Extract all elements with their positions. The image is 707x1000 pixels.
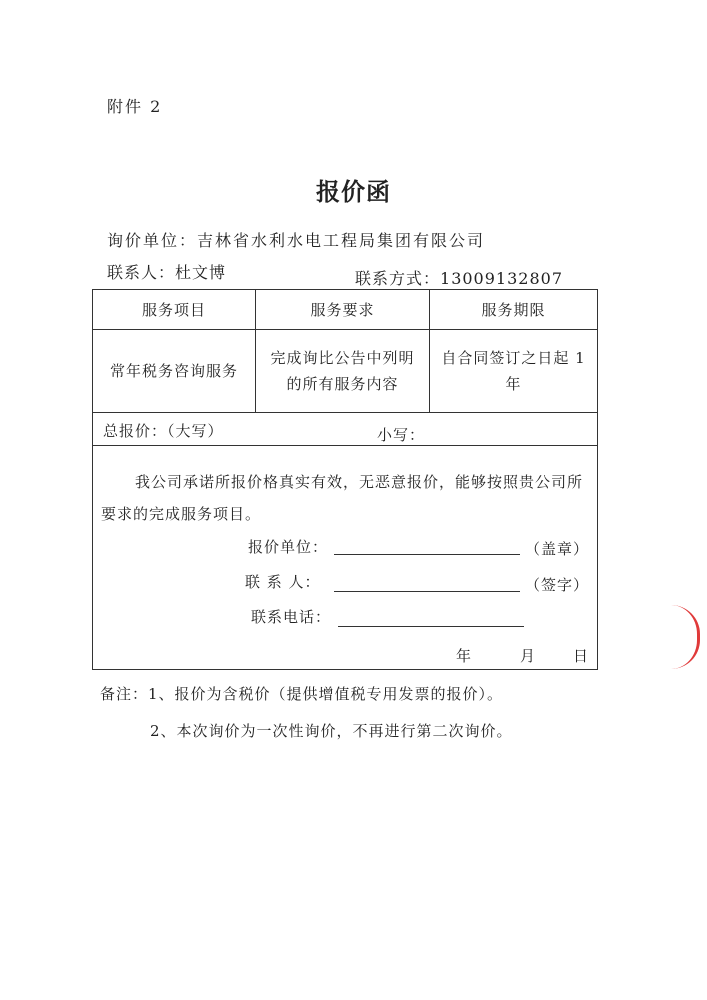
inquiry-value: 吉林省水利水电工程局集团有限公司	[197, 231, 486, 250]
cell-service-requirement	[256, 330, 429, 412]
page-title: 报价函	[316, 177, 391, 206]
header-service-item: 服务项目	[141, 300, 206, 319]
note-line-1: 备注：1、报价为含税价（提供增值税专用发票的报价）。	[100, 685, 504, 703]
term-line: 自合同签订之日起 1	[441, 349, 586, 367]
contact-person-line	[334, 591, 520, 592]
date-month: 月	[520, 647, 537, 665]
contact-label: 联系人：	[107, 263, 176, 282]
contact-method-value: 13009132807	[440, 269, 563, 288]
cell-service-item: 常年税务咨询服务	[109, 362, 238, 380]
date-day: 日	[573, 647, 590, 665]
promise-text: 我公司承诺所报价格真实有效，无恶意报价，能够按照贵公司所要求的完成服务项目。	[101, 473, 584, 523]
signature-hint: （签字）	[525, 576, 590, 594]
quote-unit-label: 报价单位：	[248, 538, 329, 556]
inquiry-label: 询价单位：	[107, 231, 198, 250]
header-service-requirement: 服务要求	[310, 300, 375, 319]
term-line: 年	[505, 375, 522, 393]
contact-method-line	[355, 266, 563, 289]
contact-value: 杜文博	[175, 263, 227, 282]
attachment-label: 附件 2	[107, 97, 163, 116]
total-price-label: 总报价：（大写）	[103, 422, 224, 440]
quote-unit-line	[334, 554, 520, 555]
red-stamp-edge	[671, 605, 700, 669]
inquiry-line	[107, 228, 485, 251]
header-service-term: 服务期限	[481, 300, 546, 319]
contact-person-label: 联 系 人：	[245, 573, 321, 591]
requirement-line: 的所有服务内容	[286, 375, 399, 393]
date-year: 年	[456, 647, 473, 665]
contact-phone-label: 联系电话：	[251, 608, 332, 626]
note-line-2: 2、本次询价为一次性询价，不再进行第二次询价。	[150, 722, 513, 740]
requirement-line: 完成询比公告中列明	[270, 349, 415, 367]
contact-phone-line	[338, 626, 524, 627]
contact-person-line	[107, 260, 226, 283]
cell-service-term	[430, 330, 597, 412]
small-price-label: 小写：	[377, 426, 426, 444]
table-divider	[93, 445, 597, 446]
contact-method-label: 联系方式：	[355, 269, 441, 288]
table-divider	[93, 412, 597, 413]
quote-table	[92, 289, 598, 670]
seal-hint: （盖章）	[525, 540, 590, 558]
